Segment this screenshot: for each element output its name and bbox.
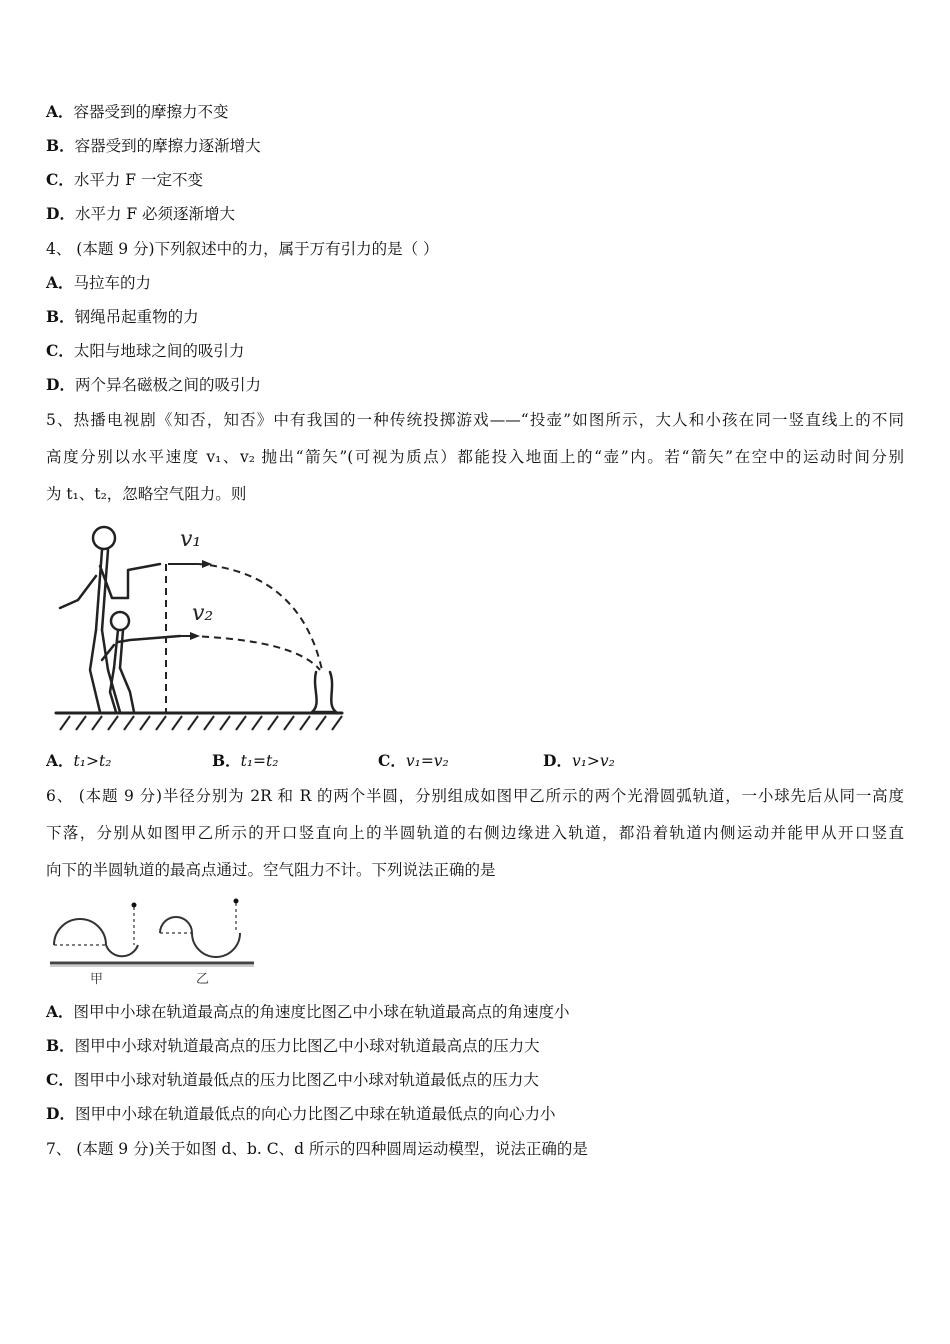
- q5-stem-line2: 高度分别以水平速度 v₁、v₂ 抛出“箭矢”(可视为质点）都能投入地面上的“壶”内。若“箭矢”在空中的运动时间分别: [46, 448, 904, 466]
- q5-stem-line3: 为 t₁、t₂，忽略空气阻力。则: [46, 485, 247, 503]
- q5-option-d: D．v₁>v₂: [543, 751, 615, 770]
- v2-label: v₂: [192, 601, 214, 626]
- q5-option-a: A．t₁>t₂: [46, 751, 112, 770]
- q5-option-b: B．t₁=t₂: [212, 751, 279, 770]
- q3-option-a: A．容器受到的摩擦力不变: [46, 102, 229, 121]
- q3-option-d: D．水平力 F 必须逐渐增大: [46, 204, 236, 223]
- q6-track-figure: [48, 893, 258, 988]
- q6-option-b: B．图甲中小球对轨道最高点的压力比图乙中小球对轨道最高点的压力大: [46, 1036, 540, 1055]
- q5-throwing-figure: [50, 520, 350, 735]
- q6-stem-line1: 6、 (本题 9 分)半径分别为 2R 和 R 的两个半圆，分别组成如图甲乙所示的两个光滑圆弧轨道，一小球先后从同一高度: [46, 787, 904, 805]
- jia-label: 甲: [90, 972, 104, 987]
- q4-option-d: D．两个异名磁极之间的吸引力: [46, 375, 261, 394]
- q6-option-c: C．图甲中小球对轨道最低点的压力比图乙中小球对轨道最低点的压力大: [46, 1070, 539, 1089]
- q4-option-c: C．太阳与地球之间的吸引力: [46, 341, 245, 360]
- q3-option-b: B．容器受到的摩擦力逐渐增大: [46, 136, 261, 155]
- yi-label: 乙: [196, 972, 210, 987]
- v1-label: v₁: [180, 527, 202, 552]
- q6-stem-line2: 下落，分别从如图甲乙所示的开口竖直向上的半圆轨道的右侧边缘进入轨道，都沿着轨道内侧运动并能甲从开口竖直: [46, 824, 904, 842]
- q6-stem-line3: 向下的半圆轨道的最高点通过。空气阻力不计。下列说法正确的是: [46, 861, 496, 879]
- q6-option-d: D．图甲中小球在轨道最低点的向心力比图乙中球在轨道最低点的向心力小: [46, 1104, 556, 1123]
- q5-stem-line1: 5、热播电视剧《知否，知否》中有我国的一种传统投掷游戏——“投壶”如图所示，大人和小孩在同一竖直线上的不同: [46, 411, 904, 429]
- q4-option-a: A．马拉车的力: [46, 273, 152, 292]
- q4-stem: 4、 (本题 9 分)下列叙述中的力，属于万有引力的是（ ）: [46, 240, 439, 258]
- q3-option-c: C．水平力 F 一定不变: [46, 170, 203, 189]
- q5-option-c: C．v₁=v₂: [378, 751, 449, 770]
- q4-option-b: B．钢绳吊起重物的力: [46, 307, 199, 326]
- q7-stem: 7、 (本题 9 分)关于如图 d、b. C、d 所示的四种圆周运动模型，说法正确的是: [46, 1140, 588, 1158]
- q6-option-a: A．图甲中小球在轨道最高点的角速度比图乙中小球在轨道最高点的角速度小: [46, 1002, 570, 1021]
